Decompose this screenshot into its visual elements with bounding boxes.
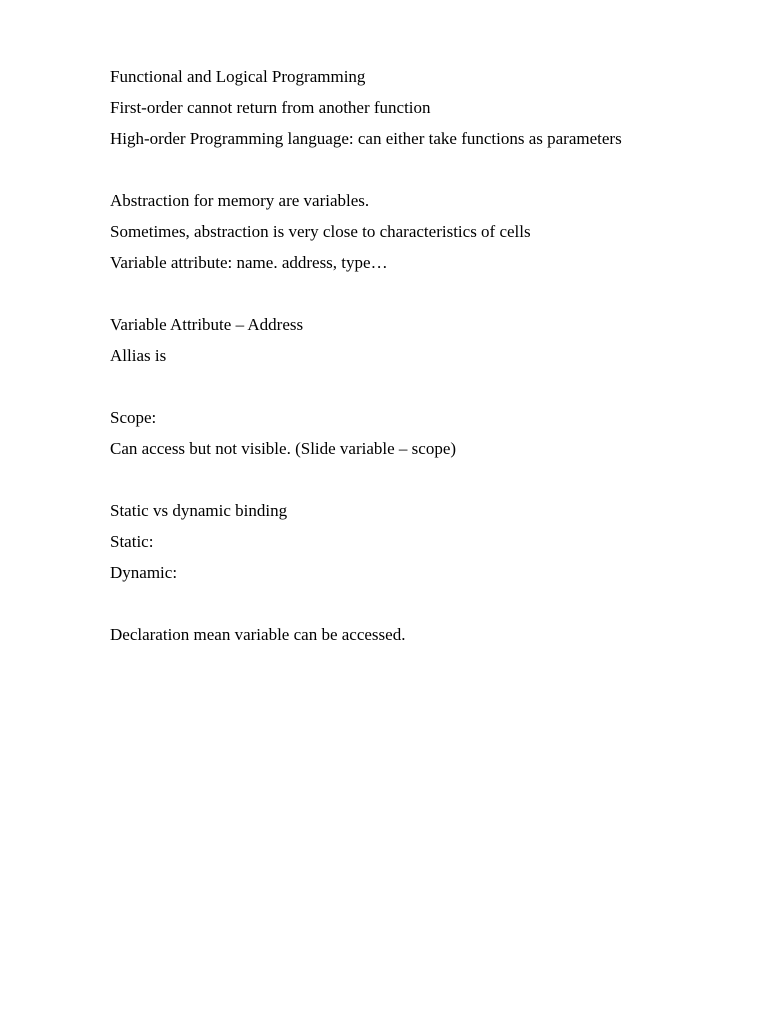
paragraph-binding: Static vs dynamic binding: [110, 501, 288, 520]
paragraph-scope: Scope:: [110, 408, 157, 427]
paragraph-dynamic: Dynamic:: [110, 563, 178, 582]
blank-line: [110, 377, 730, 397]
blank-line: [110, 594, 730, 614]
blank-line: [110, 160, 730, 180]
blank-line: [110, 470, 730, 490]
paragraph-abstraction-cells: Sometimes, abstraction is very close to characteristics of cells: [110, 222, 531, 241]
paragraph-variable-attribute: Variable attribute: name. address, type…: [110, 253, 388, 272]
paragraph-static: Static:: [110, 532, 154, 551]
paragraph-abstraction-memory: Abstraction for memory are variables.: [110, 191, 370, 210]
paragraph-first-order: First-order cannot return from another function: [110, 98, 431, 117]
paragraph-scope-access: Can access but not visible. (Slide variable – scope): [110, 439, 457, 458]
paragraph-declaration: Declaration mean variable can be accessed.: [110, 625, 406, 644]
blank-line: [110, 284, 730, 304]
paragraph-allias: Allias is: [110, 346, 167, 365]
paragraph-high-order: High-order Programming language: can either take functions as parameters: [110, 129, 622, 148]
paragraph-attribute-address: Variable Attribute – Address: [110, 315, 304, 334]
paragraph-functional-logical: Functional and Logical Programming: [110, 67, 366, 86]
document-body: [110, 67, 730, 656]
